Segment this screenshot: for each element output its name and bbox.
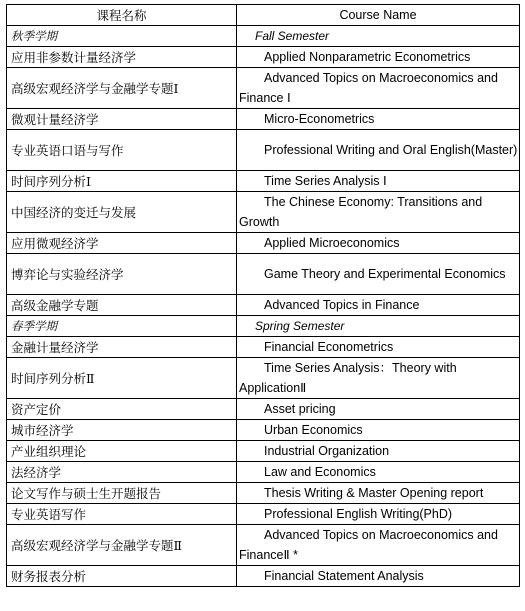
course-name-english: Advanced Topics on Macroeconomics and Finance Ⅰ [237, 68, 520, 109]
course-name-chinese: 产业组织理论 [7, 441, 237, 462]
semester-row-fall [7, 26, 520, 47]
table-row [7, 233, 520, 254]
course-name-english: Professional English Writing(PhD) [237, 504, 520, 525]
course-name-chinese: 应用非参数计量经济学 [7, 47, 237, 68]
table-row [7, 483, 520, 504]
table-row [7, 254, 520, 295]
course-name-chinese: 专业英语口语与写作 [7, 130, 237, 171]
table-row [7, 47, 520, 68]
table-row [7, 441, 520, 462]
header-row [7, 5, 520, 26]
course-name-chinese: 博弈论与实验经济学 [7, 254, 237, 295]
course-name-english: Law and Economics [237, 462, 520, 483]
course-name-chinese: 论文写作与硕士生开题报告 [7, 483, 237, 504]
course-name-chinese: 金融计量经济学 [7, 337, 237, 358]
semester-label-english: Spring Semester [237, 316, 520, 337]
course-name-english: Micro-Econometrics [237, 109, 520, 130]
course-name-chinese: 中国经济的变迁与发展 [7, 192, 237, 233]
column-header-english: Course Name [237, 5, 520, 26]
course-name-english: Advanced Topics in Finance [237, 295, 520, 316]
table-row [7, 130, 520, 171]
table-row [7, 295, 520, 316]
table-row [7, 525, 520, 566]
course-name-chinese: 法经济学 [7, 462, 237, 483]
semester-label-chinese: 秋季学期 [7, 26, 237, 47]
course-name-chinese: 高级宏观经济学与金融学专题Ⅱ [7, 525, 237, 566]
course-name-english: Applied Microeconomics [237, 233, 520, 254]
column-header-chinese: 课程名称 [7, 5, 237, 26]
course-name-english: Financial Statement Analysis [237, 566, 520, 587]
course-name-english: Time Series Analysis：Theory with ApplicationⅡ [237, 358, 520, 399]
table-row [7, 420, 520, 441]
table-row [7, 109, 520, 130]
table-row [7, 358, 520, 399]
course-table [6, 4, 520, 587]
course-name-english: Time Series Analysis Ⅰ [237, 171, 520, 192]
table-row [7, 192, 520, 233]
semester-label-chinese: 春季学期 [7, 316, 237, 337]
course-name-english: Professional Writing and Oral English(Master) [237, 130, 520, 171]
course-name-english: Applied Nonparametric Econometrics [237, 47, 520, 68]
course-name-chinese: 资产定价 [7, 399, 237, 420]
course-name-english: Game Theory and Experimental Economics [237, 254, 520, 295]
table-row [7, 171, 520, 192]
semester-row-spring [7, 316, 520, 337]
course-name-english: Advanced Topics on Macroeconomics and FinanceⅡ * [237, 525, 520, 566]
course-name-chinese: 时间序列分析Ⅱ [7, 358, 237, 399]
course-name-chinese: 财务报表分析 [7, 566, 237, 587]
table-row [7, 566, 520, 587]
table-row [7, 462, 520, 483]
semester-label-english: Fall Semester [237, 26, 520, 47]
course-name-chinese: 应用微观经济学 [7, 233, 237, 254]
course-name-english: Industrial Organization [237, 441, 520, 462]
course-name-chinese: 时间序列分析Ⅰ [7, 171, 237, 192]
course-name-english: The Chinese Economy: Transitions and Growth [237, 192, 520, 233]
course-name-english: Urban Economics [237, 420, 520, 441]
course-name-chinese: 微观计量经济学 [7, 109, 237, 130]
table-row [7, 399, 520, 420]
course-name-chinese: 高级金融学专题 [7, 295, 237, 316]
course-name-chinese: 高级宏观经济学与金融学专题Ⅰ [7, 68, 237, 109]
course-name-chinese: 城市经济学 [7, 420, 237, 441]
course-name-chinese: 专业英语写作 [7, 504, 237, 525]
course-name-english: Financial Econometrics [237, 337, 520, 358]
course-name-english: Thesis Writing & Master Opening report [237, 483, 520, 504]
course-name-english: Asset pricing [237, 399, 520, 420]
table-row [7, 68, 520, 109]
table-row [7, 504, 520, 525]
table-row [7, 337, 520, 358]
